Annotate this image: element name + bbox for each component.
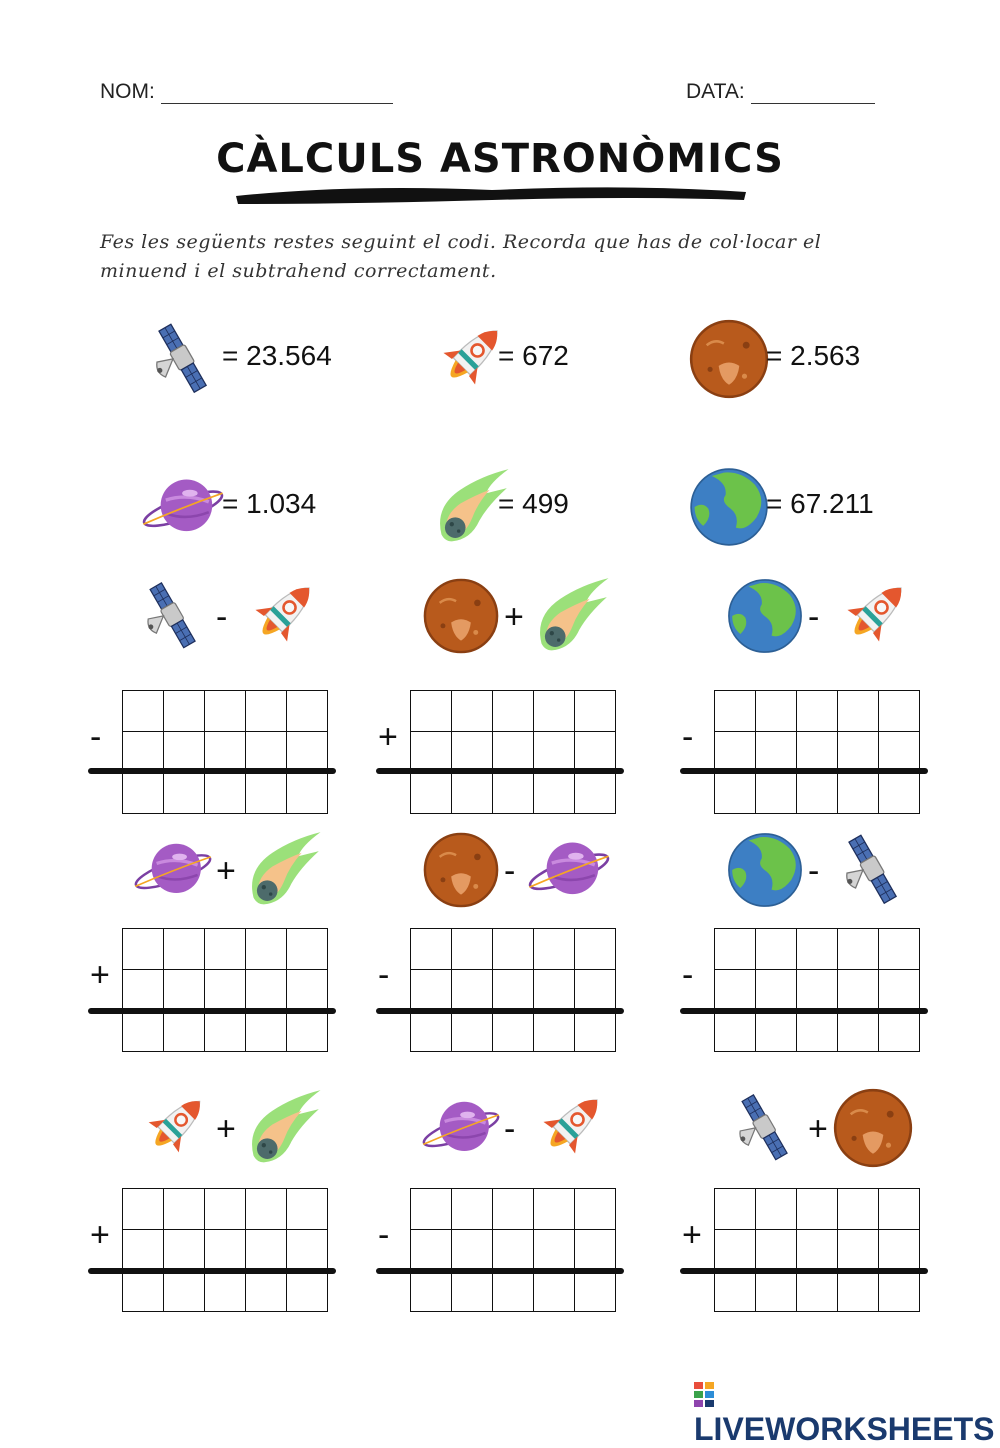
answer-cell[interactable] — [164, 691, 205, 732]
answer-cell[interactable] — [756, 929, 797, 970]
satellite-icon — [830, 826, 916, 914]
answer-cell[interactable] — [246, 732, 287, 773]
result-line — [376, 768, 624, 774]
brand-logo[interactable] — [694, 1374, 1000, 1448]
mars-icon — [420, 572, 502, 660]
code-value: = 499 — [498, 488, 569, 519]
answer-cell[interactable] — [287, 773, 328, 814]
mars-icon — [686, 314, 772, 404]
answer-cell[interactable] — [575, 970, 616, 1011]
operator-sign: + — [216, 852, 236, 890]
answer-cell[interactable] — [715, 732, 756, 773]
answer-grid — [122, 928, 328, 1052]
answer-cell[interactable] — [246, 929, 287, 970]
answer-cell[interactable] — [756, 1189, 797, 1230]
operator-sign: - — [504, 852, 516, 890]
result-line — [376, 1268, 624, 1274]
title-brush-underline — [232, 178, 752, 208]
answer-cell[interactable] — [715, 929, 756, 970]
answer-cell[interactable] — [493, 929, 534, 970]
answer-cell[interactable] — [411, 773, 452, 814]
answer-cell[interactable] — [756, 1230, 797, 1271]
brand-mark-icon — [694, 1382, 714, 1408]
answer-cell[interactable] — [838, 732, 879, 773]
grid-operator: - — [378, 956, 390, 994]
answer-cell[interactable] — [411, 929, 452, 970]
answer-cell[interactable] — [879, 773, 920, 814]
answer-cell[interactable] — [123, 691, 164, 732]
answer-cell[interactable] — [879, 1230, 920, 1271]
answer-cell[interactable] — [756, 691, 797, 732]
answer-cell[interactable] — [246, 773, 287, 814]
answer-cell[interactable] — [493, 732, 534, 773]
code-value: = 23.564 — [222, 340, 332, 371]
answer-cell[interactable] — [575, 1271, 616, 1312]
operator-sign: - — [216, 598, 228, 636]
satellite-icon — [140, 314, 226, 404]
answer-cell[interactable] — [715, 1189, 756, 1230]
answer-cell[interactable] — [246, 691, 287, 732]
answer-cell[interactable] — [797, 1189, 838, 1230]
answer-cell[interactable] — [246, 1230, 287, 1271]
answer-cell[interactable] — [575, 691, 616, 732]
grid-operator: + — [90, 1216, 110, 1254]
answer-cell[interactable] — [123, 1271, 164, 1312]
answer-cell[interactable] — [246, 1271, 287, 1312]
answer-cell[interactable] — [534, 773, 575, 814]
answer-cell[interactable] — [756, 1011, 797, 1052]
answer-grid — [122, 690, 328, 814]
answer-cell[interactable] — [797, 1271, 838, 1312]
answer-cell[interactable] — [715, 691, 756, 732]
name-blank[interactable] — [161, 83, 393, 104]
answer-cell[interactable] — [411, 1271, 452, 1312]
grid-operator: - — [682, 718, 694, 756]
answer-cell[interactable] — [838, 1189, 879, 1230]
answer-cell[interactable] — [756, 1271, 797, 1312]
result-line — [376, 1008, 624, 1014]
answer-cell[interactable] — [797, 773, 838, 814]
answer-grid — [714, 1188, 920, 1312]
answer-cell[interactable] — [123, 1230, 164, 1271]
code-value: = 2.563 — [766, 340, 861, 371]
operator-sign: + — [808, 1110, 828, 1148]
answer-cell[interactable] — [411, 1189, 452, 1230]
answer-grid — [410, 690, 616, 814]
answer-cell[interactable] — [493, 1271, 534, 1312]
answer-cell[interactable] — [493, 1230, 534, 1271]
result-line — [680, 768, 928, 774]
answer-cell[interactable] — [534, 691, 575, 732]
comet-icon — [526, 572, 612, 660]
date-field[interactable] — [686, 80, 875, 104]
answer-cell[interactable] — [205, 929, 246, 970]
answer-cell[interactable] — [123, 732, 164, 773]
grid-operator: + — [90, 956, 110, 994]
operator-sign: - — [808, 598, 820, 636]
answer-cell[interactable] — [205, 732, 246, 773]
answer-cell[interactable] — [123, 773, 164, 814]
answer-cell[interactable] — [164, 773, 205, 814]
answer-cell[interactable] — [287, 1011, 328, 1052]
answer-cell[interactable] — [205, 1011, 246, 1052]
answer-cell[interactable] — [534, 1230, 575, 1271]
operator-sign: - — [504, 1110, 516, 1148]
answer-cell[interactable] — [411, 691, 452, 732]
operator-sign: + — [216, 1110, 236, 1148]
answer-cell[interactable] — [575, 929, 616, 970]
answer-cell[interactable] — [287, 1230, 328, 1271]
answer-cell[interactable] — [287, 1189, 328, 1230]
answer-cell[interactable] — [575, 1230, 616, 1271]
answer-cell[interactable] — [452, 732, 493, 773]
answer-cell[interactable] — [205, 1230, 246, 1271]
answer-cell[interactable] — [287, 1271, 328, 1312]
answer-cell[interactable] — [411, 732, 452, 773]
answer-cell[interactable] — [534, 732, 575, 773]
answer-cell[interactable] — [123, 1189, 164, 1230]
answer-cell[interactable] — [205, 1189, 246, 1230]
code-value: = 67.211 — [766, 488, 874, 519]
answer-cell[interactable] — [164, 929, 205, 970]
answer-cell[interactable] — [205, 970, 246, 1011]
date-label: DATA: — [686, 80, 745, 103]
brand-text: LIVEWORKSHEETS — [694, 1411, 995, 1447]
answer-cell[interactable] — [715, 1230, 756, 1271]
answer-cell[interactable] — [164, 732, 205, 773]
mars-icon — [830, 1084, 916, 1172]
grid-operator: - — [682, 956, 694, 994]
answer-cell[interactable] — [838, 773, 879, 814]
answer-grid — [410, 1188, 616, 1312]
answer-cell[interactable] — [575, 773, 616, 814]
answer-cell[interactable] — [879, 970, 920, 1011]
answer-cell[interactable] — [715, 1271, 756, 1312]
grid-operator: - — [90, 718, 102, 756]
answer-cell[interactable] — [575, 1011, 616, 1052]
answer-cell[interactable] — [534, 1011, 575, 1052]
answer-cell[interactable] — [534, 1189, 575, 1230]
answer-cell[interactable] — [452, 1271, 493, 1312]
answer-cell[interactable] — [411, 1230, 452, 1271]
answer-cell[interactable] — [287, 732, 328, 773]
name-field[interactable] — [100, 80, 393, 104]
answer-cell[interactable] — [164, 1271, 205, 1312]
answer-cell[interactable] — [493, 1189, 534, 1230]
answer-cell[interactable] — [715, 970, 756, 1011]
code-value: = 672 — [498, 340, 569, 371]
answer-cell[interactable] — [164, 970, 205, 1011]
answer-cell[interactable] — [534, 970, 575, 1011]
answer-cell[interactable] — [838, 1271, 879, 1312]
result-line — [88, 1008, 336, 1014]
answer-grid — [122, 1188, 328, 1312]
answer-cell[interactable] — [838, 929, 879, 970]
grid-operator: - — [378, 1216, 390, 1254]
answer-cell[interactable] — [493, 691, 534, 732]
answer-cell[interactable] — [246, 970, 287, 1011]
answer-cell[interactable] — [879, 1271, 920, 1312]
comet-icon — [238, 1084, 324, 1172]
answer-cell[interactable] — [123, 1011, 164, 1052]
answer-cell[interactable] — [452, 691, 493, 732]
answer-cell[interactable] — [838, 970, 879, 1011]
answer-grid — [714, 690, 920, 814]
answer-cell[interactable] — [452, 1189, 493, 1230]
answer-cell[interactable] — [164, 1011, 205, 1052]
answer-cell[interactable] — [411, 970, 452, 1011]
satellite-icon — [132, 572, 214, 660]
result-line — [88, 1268, 336, 1274]
answer-cell[interactable] — [879, 1189, 920, 1230]
name-label: NOM: — [100, 80, 155, 103]
earth-icon — [686, 462, 772, 552]
answer-cell[interactable] — [452, 1011, 493, 1052]
answer-cell[interactable] — [797, 970, 838, 1011]
answer-cell[interactable] — [411, 1011, 452, 1052]
answer-cell[interactable] — [287, 970, 328, 1011]
purple-planet-icon — [132, 826, 214, 914]
answer-cell[interactable] — [452, 929, 493, 970]
answer-cell[interactable] — [246, 1189, 287, 1230]
answer-cell[interactable] — [452, 773, 493, 814]
answer-cell[interactable] — [797, 1230, 838, 1271]
instructions-text: Fes les següents restes seguint el codi. Recorda que has de col·locar el minuend i el subtrahend correctament. — [100, 231, 822, 282]
earth-icon — [724, 572, 806, 660]
answer-cell[interactable] — [534, 929, 575, 970]
rocket-icon — [830, 572, 916, 660]
result-line — [680, 1268, 928, 1274]
answer-cell[interactable] — [838, 1230, 879, 1271]
answer-cell[interactable] — [452, 1230, 493, 1271]
answer-cell[interactable] — [879, 929, 920, 970]
answer-cell[interactable] — [123, 970, 164, 1011]
answer-cell[interactable] — [205, 691, 246, 732]
answer-cell[interactable] — [756, 732, 797, 773]
rocket-icon — [238, 572, 324, 660]
answer-cell[interactable] — [493, 1011, 534, 1052]
answer-cell[interactable] — [164, 1189, 205, 1230]
answer-grid — [410, 928, 616, 1052]
answer-cell[interactable] — [756, 773, 797, 814]
answer-cell[interactable] — [164, 1230, 205, 1271]
answer-cell[interactable] — [452, 970, 493, 1011]
operator-sign: - — [808, 852, 820, 890]
purple-planet-icon — [420, 1084, 502, 1172]
answer-cell[interactable] — [205, 773, 246, 814]
answer-cell[interactable] — [493, 773, 534, 814]
purple-planet-icon — [526, 826, 612, 914]
answer-cell[interactable] — [838, 691, 879, 732]
operator-sign: + — [504, 598, 524, 636]
page-title: CÀLCULS ASTRONÒMICS — [216, 136, 784, 182]
answer-cell[interactable] — [534, 1271, 575, 1312]
answer-cell[interactable] — [797, 1011, 838, 1052]
answer-cell[interactable] — [575, 732, 616, 773]
purple-planet-icon — [140, 462, 226, 552]
answer-cell[interactable] — [123, 929, 164, 970]
answer-cell[interactable] — [715, 773, 756, 814]
grid-operator: + — [682, 1216, 702, 1254]
answer-cell[interactable] — [287, 691, 328, 732]
answer-cell[interactable] — [879, 1011, 920, 1052]
grid-operator: + — [378, 718, 398, 756]
answer-grid — [714, 928, 920, 1052]
answer-cell[interactable] — [797, 929, 838, 970]
answer-cell[interactable] — [246, 1011, 287, 1052]
answer-cell[interactable] — [756, 970, 797, 1011]
satellite-icon — [724, 1084, 806, 1172]
answer-cell[interactable] — [879, 732, 920, 773]
answer-cell[interactable] — [797, 691, 838, 732]
comet-icon — [238, 826, 324, 914]
mars-icon — [420, 826, 502, 914]
answer-cell[interactable] — [205, 1271, 246, 1312]
answer-cell[interactable] — [838, 1011, 879, 1052]
result-line — [680, 1008, 928, 1014]
answer-cell[interactable] — [879, 691, 920, 732]
rocket-icon — [526, 1084, 612, 1172]
code-value: = 1.034 — [222, 488, 317, 519]
answer-cell[interactable] — [797, 732, 838, 773]
answer-cell[interactable] — [715, 1011, 756, 1052]
earth-icon — [724, 826, 806, 914]
rocket-icon — [132, 1084, 214, 1172]
answer-cell[interactable] — [287, 929, 328, 970]
answer-cell[interactable] — [575, 1189, 616, 1230]
result-line — [88, 768, 336, 774]
date-blank[interactable] — [751, 83, 875, 104]
answer-cell[interactable] — [493, 970, 534, 1011]
